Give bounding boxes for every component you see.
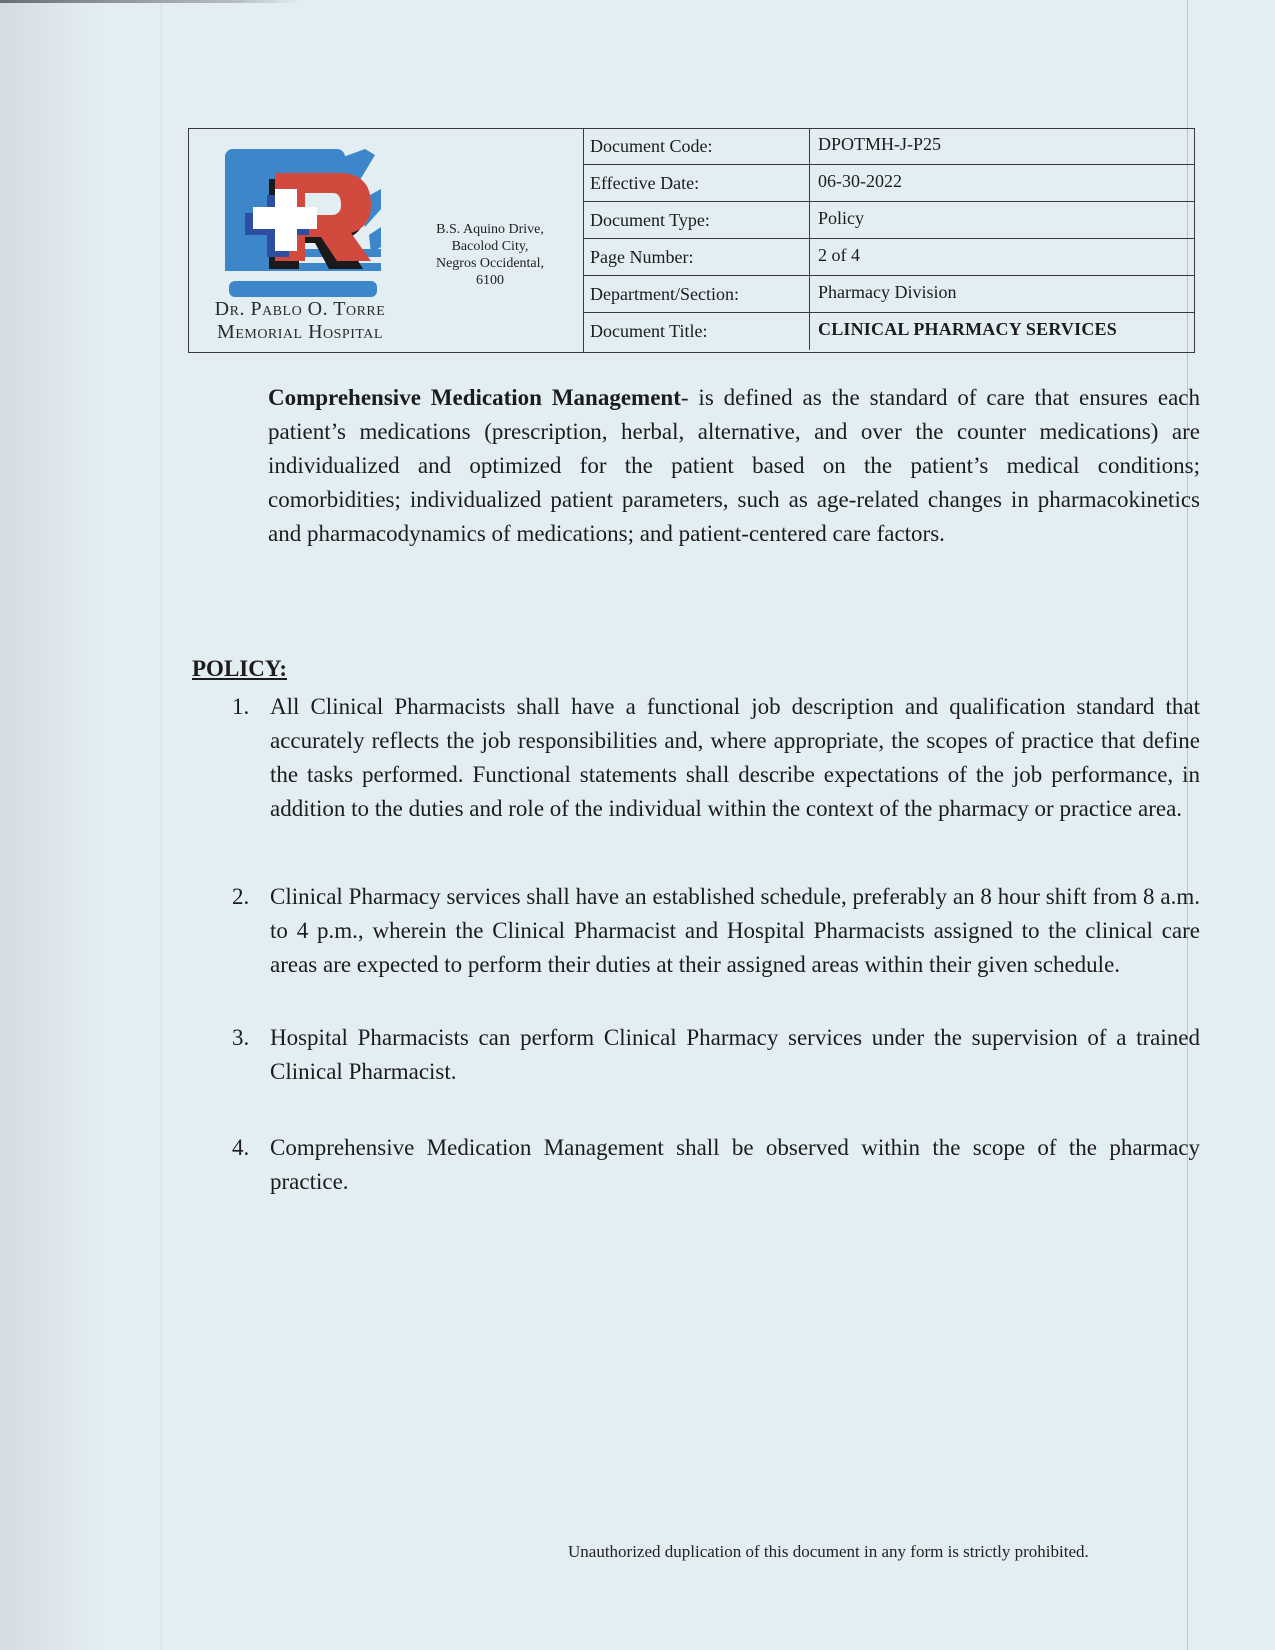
scan-top-edge (0, 0, 300, 3)
meta-row-page-number (584, 239, 1195, 276)
item-text: Hospital Pharmacists can perform Clinical Pharmacy services under the supervision of a trained Clinical Pharmacist. (270, 1025, 1200, 1084)
meta-label: Document Title: (584, 313, 810, 350)
policy-item (232, 1131, 1200, 1199)
definition-paragraph (268, 381, 1200, 551)
meta-row-department (584, 276, 1195, 313)
meta-label: Document Type: (584, 202, 810, 238)
scan-fold-line (160, 0, 162, 1650)
policy-item (232, 1021, 1200, 1089)
item-number: 2. (232, 884, 250, 909)
item-text: All Clinical Pharmacists shall have a functional job description and qualification standard that accurately reflects the job responsibilities and, where appropriate, the scopes of practice that define the tasks performed. Functional statements shall describe expectations of the job performance, in addition to the duties and role of the individual within the context of the pharmacy or practice area. (270, 694, 1200, 821)
policy-heading: POLICY: (192, 656, 287, 681)
meta-row-document-title (584, 313, 1195, 350)
definition-text: - is defined as the standard of care that ensures each patient’s medications (prescription, herbal, alternative, and over the counter medications) are individualized and optimized for the patient based on the patient’s medical conditions; comorbidities; individualized patient parameters, such as age-related changes in pharmacokinetics and pharmacodynamics of medications; and patient-centered care factors. (268, 385, 1200, 546)
document-meta-rows (584, 128, 1195, 350)
meta-value-title: CLINICAL PHARMACY SERVICES (818, 319, 1117, 339)
hospital-name: Dr. Pablo O. Torre Memorial Hospital (214, 298, 386, 343)
hospital-address: B.S. Aquino Drive, Bacolod City, Negros Occidental, 6100 (435, 222, 545, 288)
hospital-cross-r-logo-icon (225, 149, 381, 301)
meta-label: Document Code: (584, 128, 810, 164)
item-number: 3. (232, 1025, 250, 1050)
document-header-table (188, 128, 1195, 353)
item-number: 1. (232, 694, 250, 719)
policy-item (232, 690, 1200, 826)
meta-label: Department/Section: (584, 276, 810, 312)
meta-label: Page Number: (584, 239, 810, 275)
meta-label: Effective Date: (584, 165, 810, 201)
meta-row-document-type (584, 202, 1195, 239)
policy-item (232, 880, 1200, 982)
scan-edge-shadow (0, 0, 100, 1650)
item-number: 4. (232, 1135, 250, 1160)
meta-row-document-code (584, 128, 1195, 165)
meta-value: DPOTMH-J-P25 (818, 134, 942, 154)
item-text: Clinical Pharmacy services shall have an established schedule, preferably an 8 hour shift from 8 a.m. to 4 p.m., wherein the Clinical Pharmacist and Hospital Pharmacists assigned to the clinical care areas are expected to perform their duties at their assigned areas within their given schedule. (270, 884, 1200, 977)
definition-term: Comprehensive Medication Management (268, 385, 681, 410)
meta-value: 06-30-2022 (818, 171, 902, 191)
item-text: Comprehensive Medication Management shall be observed within the scope of the pharmacy practice. (270, 1135, 1200, 1194)
meta-row-effective-date (584, 165, 1195, 202)
duplication-notice: Unauthorized duplication of this document in any form is strictly prohibited. (568, 1542, 1089, 1561)
hospital-identity-cell (189, 129, 584, 352)
meta-value: Policy (818, 208, 865, 228)
meta-value: 2 of 4 (818, 245, 860, 265)
meta-value: Pharmacy Division (818, 282, 957, 302)
